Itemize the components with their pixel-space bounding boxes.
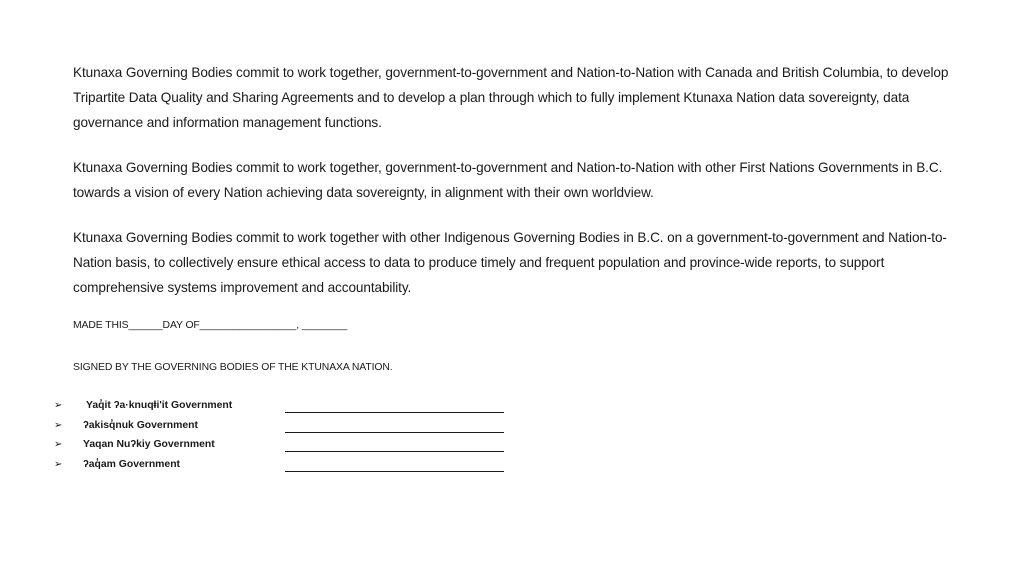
signature-line[interactable] [285,451,504,452]
signatory-name: ʔaq̓am Government [83,459,181,470]
made-this-day-line: MADE THIS______DAY OF_________________, ________ [73,320,348,331]
paragraph-first-nations-sovereignty: Ktunaxa Governing Bodies commit to work together, government-to-government and Nation-to-Nation with other First Nations Governments in B.C. towards a vision of every Nation achieving data sovereignty, in alignment with their own worldview. [73,160,943,200]
signature-line[interactable] [285,432,504,433]
signatory-name: ʔakisq̓nuk Government [83,420,198,431]
signature-line[interactable] [285,471,504,472]
arrow-bullet-icon: ➢ [54,400,63,411]
signatory-name: Yaq̓it ʔa·knuqⱡi'it Government [86,400,233,411]
signatory-row [54,400,514,418]
paragraph-indigenous-governing-bodies: Ktunaxa Governing Bodies commit to work together with other Indigenous Governing Bodies in B.C. on a government-to-government and Nation-to-Nation basis, to collectively ensure ethical access to data to produce timely and frequent population and province-wide reports, to support comprehensive systems improvement and accountability. [73,230,947,295]
signature-line[interactable] [285,412,504,413]
arrow-bullet-icon: ➢ [54,420,63,431]
paragraph-tripartite-agreements: Ktunaxa Governing Bodies commit to work together, government-to-government and Nation-to-Nation with Canada and British Columbia, to develop Tripartite Data Quality and Sharing Agreements and to develop a plan through which to fully implement Ktunaxa Nation data sovereignty, data governance and information management functions. [73,65,949,130]
arrow-bullet-icon: ➢ [54,439,63,450]
signatory-row [54,439,514,457]
signatory-row [54,459,514,477]
arrow-bullet-icon: ➢ [54,459,63,470]
signed-by-statement: SIGNED BY THE GOVERNING BODIES OF THE KTUNAXA NATION. [73,362,393,373]
signatory-row [54,420,514,438]
signatory-name: Yaqan Nuʔkiy Government [83,439,215,450]
